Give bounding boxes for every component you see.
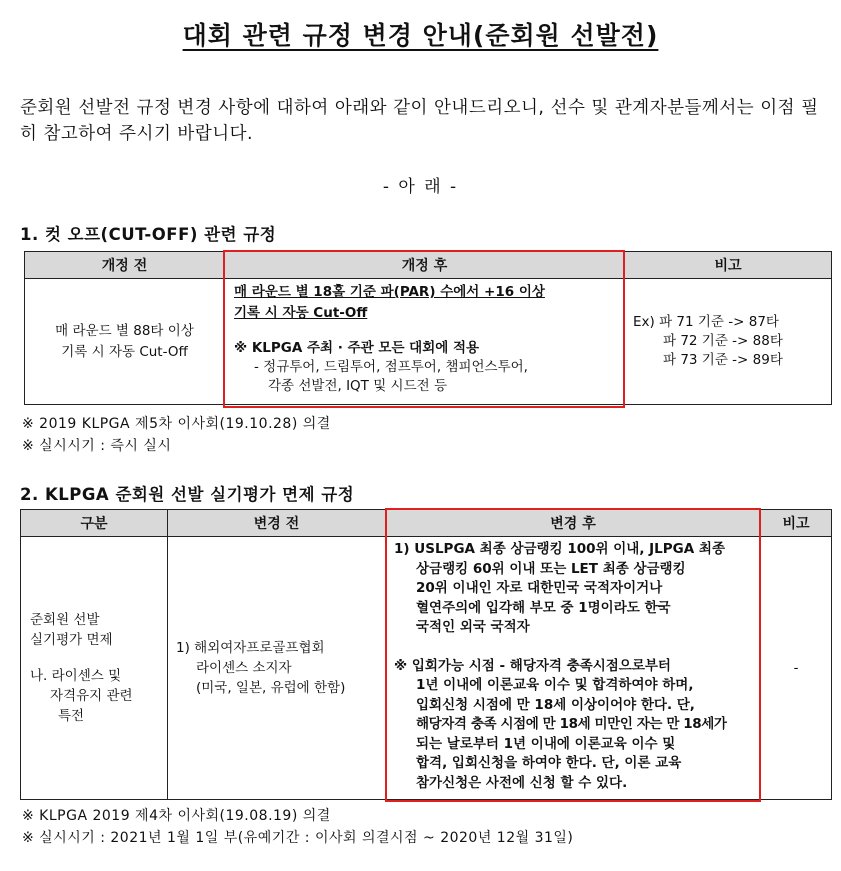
after-line12: 참가신청은 사전에 신청 할 수 있다. [416, 774, 628, 791]
cell-before [25, 279, 225, 405]
table-header-row [21, 510, 832, 537]
header-after: 변경 후 [386, 510, 761, 537]
header-after: 개정 후 [225, 252, 625, 279]
before-line1: 1) 해외여자프로골프협회 [176, 640, 325, 656]
table-row [25, 279, 832, 405]
title-text: 대회 관련 규정 변경 안내(준회원 선발전) [182, 21, 659, 50]
cell-remark [761, 537, 832, 800]
category-line2: 실기평가 면제 [30, 632, 113, 648]
header-before: 개정 전 [25, 252, 225, 279]
section1-heading: 1. 컷 오프(CUT-OFF) 관련 규정 [20, 225, 277, 244]
before-line2: 라이센스 소지자 [196, 660, 292, 676]
after-line11: 합격, 입회신청을 하여야 한다. 단, 이론 교육 [416, 755, 682, 771]
header-remark: 비고 [625, 252, 832, 279]
after-note: ※ KLPGA 주최 · 주관 모든 대회에 적용 [234, 340, 480, 356]
category-line3: 나. 라이센스 및 [30, 668, 122, 684]
after-sub2: 각종 선발전, IQT 및 시드전 등 [268, 378, 448, 394]
after-sub1: - 정규투어, 드림투어, 점프투어, 챔피언스투어, [254, 359, 528, 375]
category-line1: 준회원 선발 [30, 612, 100, 628]
after-line4: 혈연주의에 입각해 부모 중 1명이라도 한국 [416, 599, 671, 616]
exemption-table [20, 509, 832, 800]
after-line2: 기록 시 자동 Cut-Off [234, 305, 368, 321]
category-line5: 특전 [58, 708, 85, 724]
header-category: 구분 [21, 510, 168, 537]
after-line5: 국적인 외국 국적자 [416, 619, 530, 635]
page-title [0, 16, 841, 52]
section1-note1: ※ 2019 KLPGA 제5차 이사회(19.10.28) 의결 [22, 416, 331, 432]
after-line1: 1) USLPGA 최종 상금랭킹 100위 이내, JLPGA 최종 [394, 541, 725, 557]
before-text: 매 라운드 별 88타 이상 기록 시 자동 Cut-Off [55, 322, 194, 360]
cutoff-table [24, 251, 832, 405]
category-line4: 자격유지 관련 [50, 688, 133, 704]
intro-paragraph: 준회원 선발전 규정 변경 사항에 대하여 아래와 같이 안내드리오니, 선수 및 관계자분들께서는 이점 필히 참고하여 주시기 바랍니다. [20, 98, 819, 144]
after-line3: 20위 이내인 자로 대한민국 국적자이거나 [416, 580, 663, 596]
after-line9: 해당자격 충족 시점에 만 18세 미만인 자는 만 18세가 [416, 716, 727, 732]
before-line3: (미국, 일본, 유럽에 한함) [196, 680, 346, 696]
table-row [21, 537, 832, 800]
after-line10: 되는 날로부터 1년 이내에 이론교육 이수 및 [416, 735, 676, 752]
section2-note2: ※ 실시시기 : 2021년 1월 1일 부(유예기간 : 이사회 의결시점 ~ 2020년 12월 31일) [22, 830, 574, 846]
section1-note2: ※ 실시시기 : 즉시 실시 [22, 438, 172, 454]
cell-remark [625, 279, 832, 405]
cell-after [386, 537, 761, 800]
after-line7: 1년 이내에 이론교육 이수 및 합격하여야 하며, [416, 677, 694, 693]
table-header-row [25, 252, 832, 279]
after-line8: 입회신청 시점에 만 18세 이상이어야 한다. 단, [416, 696, 695, 713]
remark-line1: Ex) 파 71 기준 -> 87타 [633, 314, 779, 330]
after-line1: 매 라운드 별 18홀 기준 파(PAR) 수에서 +16 이상 [234, 284, 545, 300]
below-marker: - 아 래 - [382, 177, 459, 197]
remark-line3: 파 73 기준 -> 89타 [663, 352, 783, 368]
section2-note1: ※ KLPGA 2019 제4차 이사회(19.08.19) 의결 [22, 808, 331, 824]
cell-category [21, 537, 168, 800]
remark-line2: 파 72 기준 -> 88타 [663, 333, 783, 349]
after-line2: 상금랭킹 60위 이내 또는 LET 최종 상금랭킹 [416, 560, 686, 577]
after-line6: ※ 입회가능 시점 - 해당자격 충족시점으로부터 [394, 657, 671, 674]
cell-before [168, 537, 386, 800]
remark-text: - [793, 660, 799, 676]
cell-after [225, 279, 625, 405]
section2-heading: 2. KLPGA 준회원 선발 실기평가 면제 규정 [20, 485, 355, 504]
header-remark: 비고 [761, 510, 832, 537]
header-before: 변경 전 [168, 510, 386, 537]
